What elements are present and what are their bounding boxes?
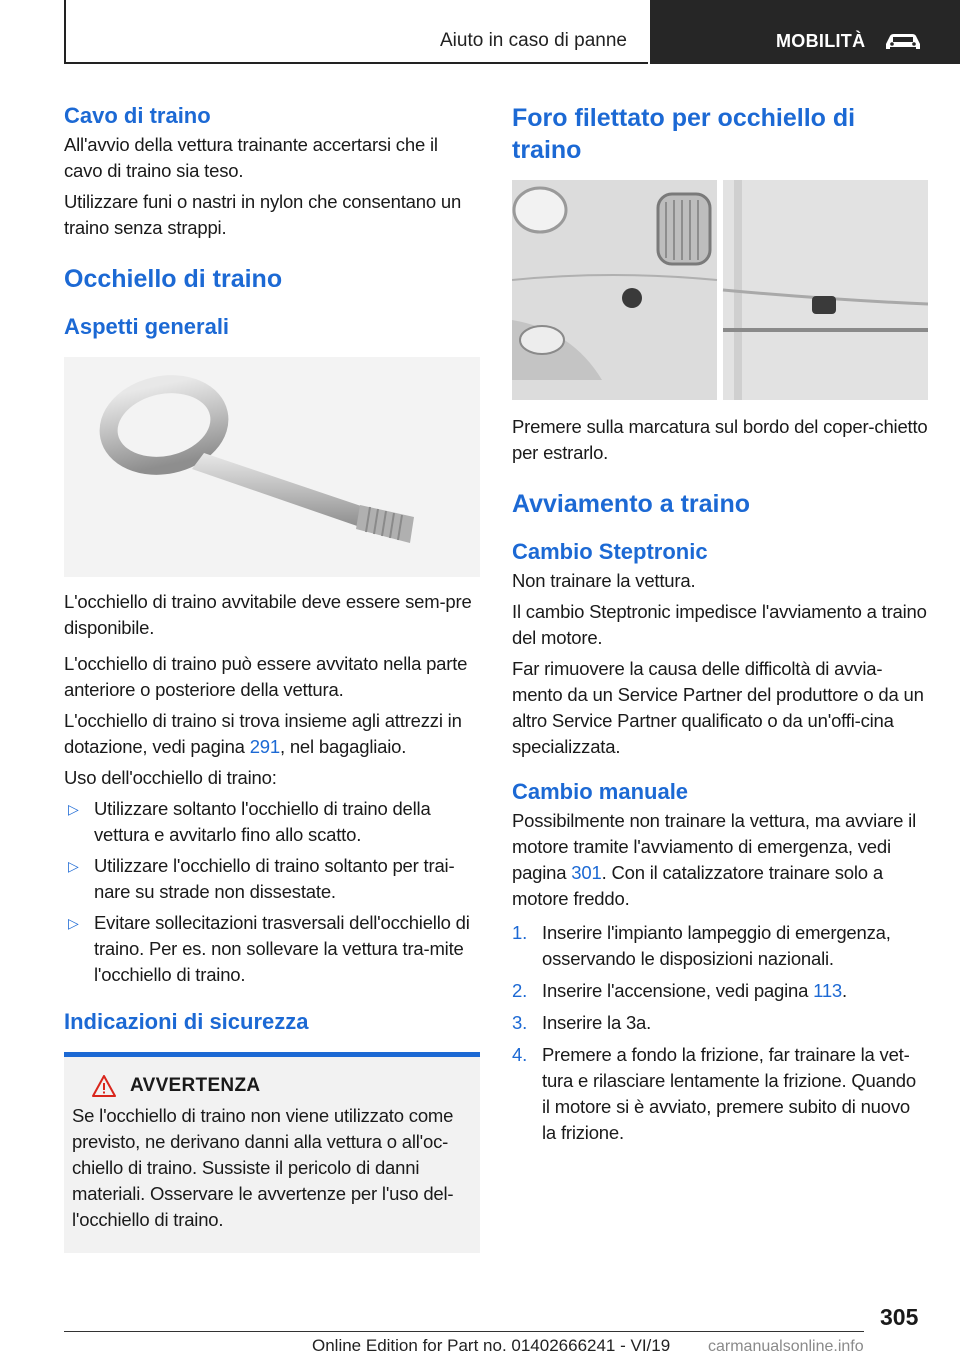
heading-indicazioni-di-sicurezza: Indicazioni di sicurezza [64,1009,309,1034]
text: , nel bagagliaio. [279,736,407,757]
step-number: 4. [512,1044,528,1065]
footer-edition: Online Edition for Part no. 01402666241 - VI/19 [312,1336,671,1355]
footer-watermark: carmanualsonline.info [708,1338,864,1355]
list-item-text: Utilizzare l'occhiello di traino soltanto per trai‐nare su strade non dissestate. [94,855,455,902]
car-icon [882,30,924,52]
triangle-bullet-icon: ▷ [68,858,79,874]
numbered-list [512,920,928,1146]
header-section-title: Aiuto in caso di panne [440,30,627,51]
paragraph: All'avvio della vettura trainante accertarsi che il cavo di traino sia teso. [64,134,438,181]
page-link-301[interactable]: 301 [571,862,602,883]
tow-eye-illustration [64,357,480,577]
step-number: 3. [512,1012,528,1033]
heading-occhiello-di-traino: Occhiello di traino [64,265,283,293]
paragraph: L'occhiello di traino può essere avvitato nella parte anteriore o posteriore della vettura. [64,653,468,700]
list-item-text: Inserire la 3a. [542,1012,652,1033]
heading-avviamento-a-traino: Avviamento a traino [512,490,751,518]
page-number: 305 [880,1304,919,1330]
paragraph: L'occhiello di traino avvitabile deve essere sem‐pre disponibile. [64,591,472,638]
warning-text: Se l'occhiello di traino non viene utilizzato come previsto, ne derivano danni alla vettura o all'oc‐chiello di traino. Sussiste il pericolo di danni materiali. Osservare le avvertenze per l'uso del‐l'occhiello di traino. [72,1105,454,1230]
page-link-291[interactable]: 291 [249,736,280,757]
heading-cambio-manuale: Cambio manuale [512,779,689,804]
step-number: 1. [512,922,528,943]
list-item-text: Inserire l'impianto lampeggio di emergenza, osservando le disposizioni nazionali. [542,922,891,969]
paragraph: Non trainare la vettura. [512,570,696,591]
heading-cambio-steptronic: Cambio Steptronic [512,539,708,564]
header-bottom-rule [64,62,648,64]
warning-triangle-icon [92,1075,116,1097]
warning-header [72,1075,472,1097]
list-item-text: Evitare sollecitazioni trasversali dell'occhiello di traino. Per es. non sollevare la vettura tra‐mite l'occhiello di traino. [94,912,470,985]
paragraph-with-link [512,808,928,912]
footer-rule [64,1331,864,1332]
list-item [64,796,480,848]
step-number: 2. [512,980,528,1001]
left-column [64,98,480,1253]
text: L'occhiello di traino si trova insieme agli attrezzi in dotazione, vedi pagina [64,710,462,757]
triangle-bullet-icon: ▷ [68,801,79,817]
paragraph: Far rimuovere la causa delle difficoltà di avvia‐mento da un Service Partner del produttore o da un altro Service Partner qualificato o da un'offi‐cina specializzata. [512,658,924,757]
list-item [64,853,480,905]
paragraph: Il cambio Steptronic impedisce l'avviamento a traino del motore. [512,601,927,648]
paragraph: Premere sulla marcatura sul bordo del coper‐chietto per estrarlo. [512,416,928,463]
list-item [512,1010,928,1036]
list-item [64,910,480,988]
bumper-drawing [512,180,928,400]
tow-eye-drawing [64,357,480,577]
list-item-text: Inserire l'accensione, vedi pagina [542,980,814,1001]
bullet-list [64,796,480,988]
text: . Con il catalizzatore trainare solo a motore freddo. [512,862,883,909]
list-item [512,978,928,1004]
warning-title: AVVERTENZA [130,1075,261,1096]
header-chapter-label: MOBILITÀ [776,31,866,51]
paragraph: Utilizzare funi o nastri in nylon che consentano un traino senza strappi. [64,191,462,238]
list-item-text: Utilizzare soltanto l'occhiello di traino della vettura e avvitarlo fino allo scatto. [94,798,431,845]
text: . [842,980,847,1001]
header-left-rule [64,0,66,64]
text: Possibilmente non trainare la vettura, ma avviare il motore tramite l'avviamento di emergenza, vedi pagina [512,810,916,883]
list-item [512,920,928,972]
header-chapter-tab[interactable] [650,0,960,64]
page-link-113[interactable]: 113 [813,980,843,1001]
bumper-photo [512,180,928,400]
heading-foro-filettato: Foro filettato per occhiello di traino [512,104,856,164]
list-item-text: Premere a fondo la frizione, far trainare la vet‐tura e rilasciare lentamente la frizione. Quando il motore si è avviato, premere subito di nuovo la frizione. [542,1044,916,1143]
heading-cavo-di-traino: Cavo di traino [64,103,211,128]
list-item [512,1042,928,1146]
paragraph: Uso dell'occhiello di traino: [64,767,277,788]
heading-aspetti-generali: Aspetti generali [64,314,230,339]
right-column [512,98,928,1146]
warning-box [64,1052,480,1253]
triangle-bullet-icon: ▷ [68,915,79,931]
paragraph-with-link [64,708,480,760]
